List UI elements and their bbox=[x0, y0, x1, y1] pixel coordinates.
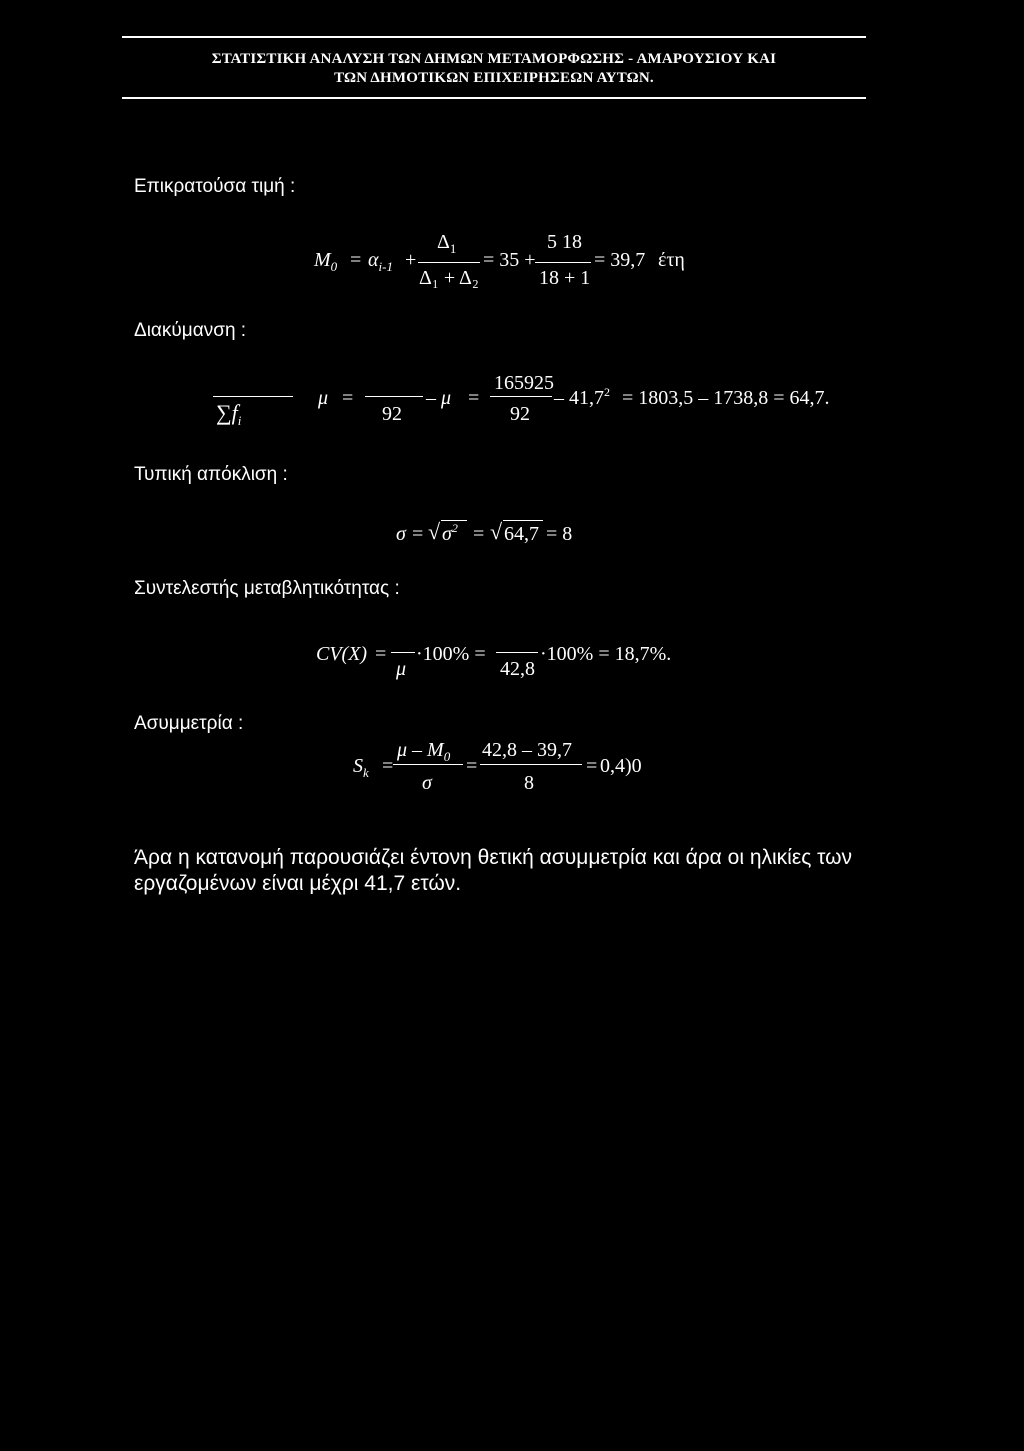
mode-frac2-bar bbox=[535, 262, 591, 263]
skew-den2: 8 bbox=[524, 772, 534, 794]
cv-part1: ·100% = bbox=[416, 643, 486, 665]
mode-label: Επικρατούσα τιμή : bbox=[134, 176, 296, 197]
skew-lhs: $S_k$ bbox=[353, 755, 369, 780]
cv-den1: μ bbox=[396, 658, 407, 680]
skew-result: 0,4)0 bbox=[600, 755, 642, 777]
mode-frac1-num: $\Delta_1$ bbox=[437, 231, 457, 256]
std-eq1: = bbox=[412, 523, 424, 545]
sqrt-icon-2: √ bbox=[490, 519, 503, 544]
mode-frac2-den: 18 + 1 bbox=[539, 267, 591, 289]
skew-label: Ασυμμετρία : bbox=[134, 713, 244, 734]
header-title-line1: ΣΤΑΤΙΣΤΙΚΗ ΑΝΑΛΥΣΗ ΤΩΝ ΔΗΜΩΝ ΜΕΤΑΜΟΡΦΩΣΗΣ - ΑΜΑΡΟΥΣΙΟΥ ΚΑΙ bbox=[211, 51, 777, 67]
cv-part2: ·100% = 18,7%. bbox=[540, 643, 672, 665]
variance-minus-mu: – μ bbox=[426, 387, 452, 409]
mode-eq2: = 35 + bbox=[483, 249, 536, 271]
skew-eq3: = bbox=[586, 755, 598, 777]
variance-result: = 1803,5 – 1738,8 = 64,7. bbox=[622, 387, 830, 409]
conclusion-text: Άρα η κατανομή παρουσιάζει έντονη θετική ασυμμετρία και άρα οι ηλικίες των εργαζομένων είναι μέχρι 41,7 ετών. bbox=[134, 846, 853, 895]
variance-eq1: = bbox=[342, 387, 354, 409]
skew-num2: 42,8 – 39,7 bbox=[482, 739, 572, 761]
std-sqrt-arg2: 64,7 bbox=[504, 523, 539, 545]
header-bottom-rule bbox=[122, 97, 866, 99]
cv-den2: 42,8 bbox=[500, 658, 535, 680]
variance-eq2: = bbox=[468, 387, 480, 409]
mode-unit: έτη bbox=[658, 249, 685, 271]
variance-frac2-bar bbox=[490, 396, 552, 397]
mode-plus: + bbox=[405, 249, 417, 271]
sqrt-icon: √ bbox=[428, 519, 441, 544]
std-result: = 8 bbox=[546, 523, 573, 545]
mode-frac1-bar bbox=[418, 262, 480, 263]
variance-label: Διακύμανση : bbox=[134, 320, 247, 341]
skew-frac1-bar bbox=[393, 764, 463, 765]
variance-frac-den: 92 bbox=[510, 403, 530, 425]
mode-alpha: $\alpha_{i-1}$ bbox=[368, 249, 393, 274]
skew-eq1: = bbox=[382, 755, 394, 777]
variance-frac-num: 165925 bbox=[494, 372, 554, 394]
skew-eq2: = bbox=[466, 755, 478, 777]
mode-lhs: $M_0$ bbox=[314, 249, 338, 274]
variance-frac1-bar bbox=[365, 396, 423, 397]
std-eq2: = bbox=[473, 523, 485, 545]
cv-lhs: CV(X) bbox=[316, 643, 368, 665]
skew-frac2-bar bbox=[480, 764, 582, 765]
cv-eq: = bbox=[375, 643, 387, 665]
variance-left-bar bbox=[213, 396, 293, 397]
header-title-line2: ΤΩΝ ΔΗΜΟΤΙΚΩΝ ΕΠΙΧΕΙΡΗΣΕΩΝ ΑΥΤΩΝ. bbox=[334, 70, 654, 86]
skew-num1: μ – $M_0$ bbox=[397, 739, 451, 764]
cv-label: Συντελεστής μεταβλητικότητας : bbox=[134, 578, 400, 599]
std-sigma: σ bbox=[396, 523, 406, 545]
mode-eq-sign: = bbox=[350, 249, 362, 271]
std-label: Τυπική απόκλιση : bbox=[134, 464, 288, 485]
variance-mu1: μ bbox=[318, 387, 329, 409]
mode-result: = 39,7 bbox=[594, 249, 646, 271]
skew-den1: σ bbox=[422, 772, 432, 794]
header-top-rule bbox=[122, 36, 866, 38]
std-sqrt-arg1: $\sigma^2$ bbox=[442, 521, 458, 545]
mode-frac2-num: 5 18 bbox=[547, 231, 582, 253]
std-sqrt2-bar bbox=[503, 520, 543, 521]
cv-frac2-bar bbox=[496, 652, 538, 653]
cv-frac1-bar bbox=[391, 652, 415, 653]
variance-sum-f: $\sum f_i$ bbox=[216, 400, 242, 428]
variance-den1: 92 bbox=[382, 403, 402, 425]
mode-frac1-den: Δ₁ + Δ₂ bbox=[419, 267, 479, 289]
variance-rest: – 41,7$^2$ bbox=[554, 385, 610, 409]
